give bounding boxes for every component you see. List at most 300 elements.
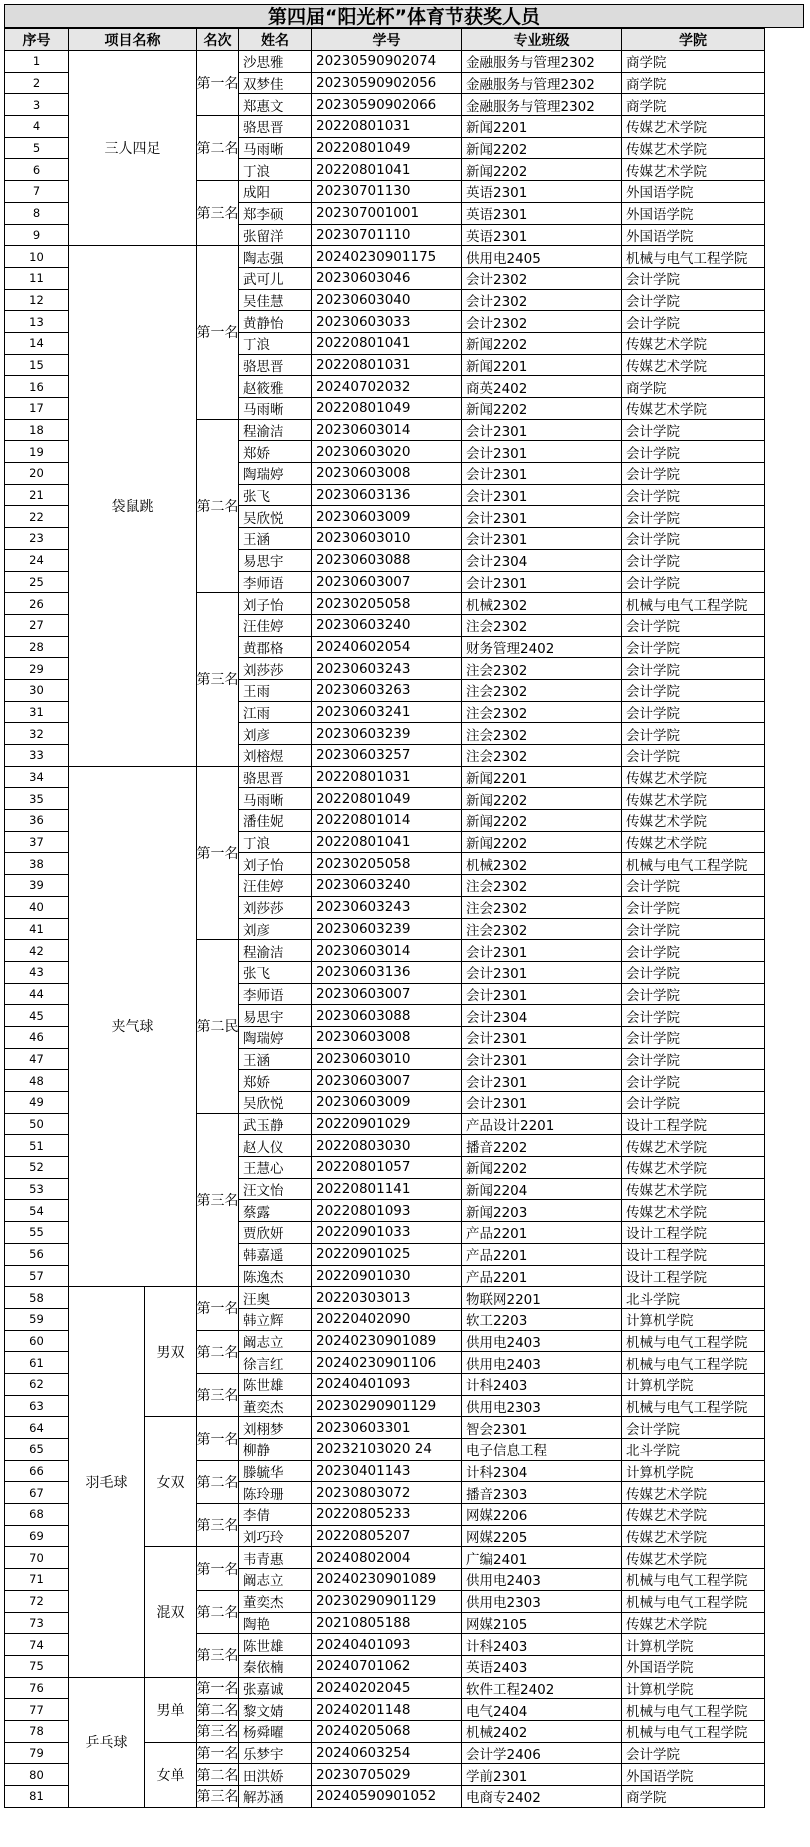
seq-cell: 78 — [5, 1721, 69, 1743]
class-cell: 会计2301 — [462, 1027, 622, 1049]
seq-cell: 22 — [5, 506, 69, 528]
college-cell: 会计学院 — [622, 723, 765, 745]
college-cell: 商学院 — [622, 51, 765, 73]
student-id-cell: 20220801041 — [312, 333, 462, 355]
name-cell: 解苏涵 — [239, 1786, 312, 1808]
name-cell: 郑娇 — [239, 1070, 312, 1092]
class-cell: 电商专2402 — [462, 1786, 622, 1808]
class-cell: 注会2302 — [462, 875, 622, 897]
rank-cell: 第三名 — [197, 1721, 239, 1743]
college-cell: 会计学院 — [622, 463, 765, 485]
header-class: 专业班级 — [462, 29, 622, 51]
student-id-cell: 20230590902056 — [312, 73, 462, 95]
rank-cell: 第一名 — [197, 767, 239, 941]
rank-cell: 第三名 — [197, 1634, 239, 1677]
class-cell: 新闻2201 — [462, 355, 622, 377]
college-cell: 会计学院 — [622, 962, 765, 984]
seq-cell: 81 — [5, 1786, 69, 1808]
seq-cell: 44 — [5, 984, 69, 1006]
college-cell: 商学院 — [622, 1786, 765, 1808]
college-cell: 计算机学院 — [622, 1309, 765, 1331]
college-cell: 传媒艺术学院 — [622, 355, 765, 377]
class-cell: 网媒2206 — [462, 1504, 622, 1526]
name-cell: 乐梦宇 — [239, 1743, 312, 1765]
student-id-cell: 20220402090 — [312, 1309, 462, 1331]
seq-cell: 64 — [5, 1417, 69, 1439]
student-id-cell: 20230603009 — [312, 1092, 462, 1114]
name-cell: 张飞 — [239, 485, 312, 507]
seq-cell: 29 — [5, 658, 69, 680]
college-cell: 会计学院 — [622, 919, 765, 941]
student-id-cell: 20230603240 — [312, 615, 462, 637]
college-cell: 传媒艺术学院 — [622, 159, 765, 181]
student-id-cell: 20220801041 — [312, 159, 462, 181]
rank-cell: 第三名 — [197, 1504, 239, 1547]
college-cell: 会计学院 — [622, 290, 765, 312]
seq-cell: 77 — [5, 1699, 69, 1721]
student-id-cell: 20230603010 — [312, 528, 462, 550]
class-cell: 会计2302 — [462, 290, 622, 312]
name-cell: 武可儿 — [239, 268, 312, 290]
student-id-cell: 20240590901052 — [312, 1786, 462, 1808]
student-id-cell: 202307001001 — [312, 203, 462, 225]
name-cell: 张留洋 — [239, 225, 312, 247]
sheet-title: 第四届“阳光杯”体育节获奖人员 — [4, 4, 804, 28]
student-id-cell: 20220901025 — [312, 1244, 462, 1266]
name-cell: 柳静 — [239, 1439, 312, 1461]
class-cell: 会计2301 — [462, 528, 622, 550]
seq-cell: 20 — [5, 463, 69, 485]
name-cell: 李倩 — [239, 1504, 312, 1526]
rank-cell: 第二名 — [197, 116, 239, 181]
name-cell: 黄静怡 — [239, 311, 312, 333]
class-cell: 计科2403 — [462, 1634, 622, 1656]
student-id-cell: 20220303013 — [312, 1287, 462, 1309]
seq-cell: 68 — [5, 1504, 69, 1526]
class-cell: 新闻2202 — [462, 1157, 622, 1179]
student-id-cell: 20230603007 — [312, 1070, 462, 1092]
header-seq: 序号 — [5, 29, 69, 51]
seq-cell: 5 — [5, 138, 69, 160]
name-cell: 韦青惠 — [239, 1547, 312, 1569]
college-cell: 会计学院 — [622, 897, 765, 919]
student-id-cell: 20240401093 — [312, 1634, 462, 1656]
college-cell: 传媒艺术学院 — [622, 138, 765, 160]
class-cell: 新闻2202 — [462, 333, 622, 355]
college-cell: 机械与电气工程学院 — [622, 1699, 765, 1721]
name-cell: 骆思晋 — [239, 116, 312, 138]
student-id-cell: 20230590902066 — [312, 94, 462, 116]
name-cell: 陈世雄 — [239, 1374, 312, 1396]
student-id-cell: 20230603243 — [312, 658, 462, 680]
student-id-cell: 20240201148 — [312, 1699, 462, 1721]
name-cell: 赵人仪 — [239, 1135, 312, 1157]
college-cell: 会计学院 — [622, 940, 765, 962]
college-cell: 会计学院 — [622, 1417, 765, 1439]
name-cell: 程渝洁 — [239, 940, 312, 962]
student-id-cell: 20230603007 — [312, 984, 462, 1006]
student-id-cell: 20230701130 — [312, 181, 462, 203]
class-cell: 金融服务与管理2302 — [462, 51, 622, 73]
name-cell: 丁浪 — [239, 333, 312, 355]
class-cell: 会计学2406 — [462, 1743, 622, 1765]
student-id-cell: 20230705029 — [312, 1764, 462, 1786]
name-cell: 刘栩梦 — [239, 1417, 312, 1439]
rank-cell: 第二名 — [197, 1331, 239, 1374]
student-id-cell: 20240205068 — [312, 1721, 462, 1743]
seq-cell: 61 — [5, 1352, 69, 1374]
student-id-cell: 20220901029 — [312, 1114, 462, 1136]
seq-cell: 38 — [5, 853, 69, 875]
class-cell: 机械2402 — [462, 1721, 622, 1743]
class-cell: 会计2301 — [462, 1092, 622, 1114]
student-id-cell: 20230290901129 — [312, 1396, 462, 1418]
name-cell: 张飞 — [239, 962, 312, 984]
name-cell: 王慧心 — [239, 1157, 312, 1179]
college-cell: 设计工程学院 — [622, 1114, 765, 1136]
student-id-cell: 20220901033 — [312, 1222, 462, 1244]
class-cell: 新闻2203 — [462, 1200, 622, 1222]
name-cell: 徐言红 — [239, 1352, 312, 1374]
name-cell: 程渝洁 — [239, 420, 312, 442]
class-cell: 机械2302 — [462, 853, 622, 875]
college-cell: 会计学院 — [622, 875, 765, 897]
name-cell: 韩嘉遥 — [239, 1244, 312, 1266]
class-cell: 供用电2303 — [462, 1396, 622, 1418]
seq-cell: 16 — [5, 376, 69, 398]
college-cell: 传媒艺术学院 — [622, 1482, 765, 1504]
class-cell: 会计2304 — [462, 550, 622, 572]
college-cell: 会计学院 — [622, 1092, 765, 1114]
college-cell: 计算机学院 — [622, 1461, 765, 1483]
college-cell: 会计学院 — [622, 311, 765, 333]
name-cell: 王涵 — [239, 1049, 312, 1071]
seq-cell: 12 — [5, 290, 69, 312]
class-cell: 物联网2201 — [462, 1287, 622, 1309]
student-id-cell: 20230603263 — [312, 680, 462, 702]
class-cell: 会计2301 — [462, 1049, 622, 1071]
student-id-cell: 20220801041 — [312, 832, 462, 854]
seq-cell: 21 — [5, 485, 69, 507]
student-id-cell: 20220801057 — [312, 1157, 462, 1179]
class-cell: 会计2301 — [462, 962, 622, 984]
college-cell: 设计工程学院 — [622, 1266, 765, 1288]
college-cell: 会计学院 — [622, 745, 765, 767]
student-id-cell: 20230401143 — [312, 1461, 462, 1483]
student-id-cell: 20230603009 — [312, 506, 462, 528]
college-cell: 传媒艺术学院 — [622, 1135, 765, 1157]
class-cell: 会计2301 — [462, 572, 622, 594]
subevent-name-cell: 女单 — [145, 1743, 197, 1808]
class-cell: 计科2304 — [462, 1461, 622, 1483]
seq-cell: 10 — [5, 246, 69, 268]
student-id-cell: 20240602054 — [312, 637, 462, 659]
class-cell: 产品2201 — [462, 1244, 622, 1266]
college-cell: 会计学院 — [622, 680, 765, 702]
name-cell: 董奕杰 — [239, 1396, 312, 1418]
name-cell: 刘莎莎 — [239, 897, 312, 919]
class-cell: 注会2302 — [462, 745, 622, 767]
college-cell: 传媒艺术学院 — [622, 832, 765, 854]
class-cell: 新闻2201 — [462, 116, 622, 138]
seq-cell: 51 — [5, 1135, 69, 1157]
seq-cell: 1 — [5, 51, 69, 73]
college-cell: 设计工程学院 — [622, 1222, 765, 1244]
name-cell: 汪佳婷 — [239, 875, 312, 897]
student-id-cell: 20230603008 — [312, 1027, 462, 1049]
student-id-cell: 20230603088 — [312, 550, 462, 572]
name-cell: 陈玲珊 — [239, 1482, 312, 1504]
class-cell: 会计2304 — [462, 1005, 622, 1027]
rank-cell: 第二名 — [197, 420, 239, 594]
college-cell: 机械与电气工程学院 — [622, 1331, 765, 1353]
class-cell: 网媒2105 — [462, 1613, 622, 1635]
student-id-cell: 20220805207 — [312, 1526, 462, 1548]
rank-cell: 第一名 — [197, 51, 239, 116]
seq-cell: 72 — [5, 1591, 69, 1613]
rank-cell: 第二名 — [197, 1764, 239, 1786]
class-cell: 供用电2403 — [462, 1352, 622, 1374]
class-cell: 会计2301 — [462, 940, 622, 962]
name-cell: 秦依楠 — [239, 1656, 312, 1678]
seq-cell: 63 — [5, 1396, 69, 1418]
class-cell: 会计2301 — [462, 420, 622, 442]
student-id-cell: 20210805188 — [312, 1613, 462, 1635]
name-cell: 郑惠文 — [239, 94, 312, 116]
class-cell: 会计2302 — [462, 268, 622, 290]
name-cell: 杨舜曜 — [239, 1721, 312, 1743]
seq-cell: 40 — [5, 897, 69, 919]
seq-cell: 70 — [5, 1547, 69, 1569]
class-cell: 英语2301 — [462, 181, 622, 203]
student-id-cell: 20240603254 — [312, 1743, 462, 1765]
seq-cell: 33 — [5, 745, 69, 767]
seq-cell: 41 — [5, 919, 69, 941]
class-cell: 软工2203 — [462, 1309, 622, 1331]
seq-cell: 17 — [5, 398, 69, 420]
college-cell: 机械与电气工程学院 — [622, 1569, 765, 1591]
student-id-cell: 20220801049 — [312, 138, 462, 160]
seq-cell: 30 — [5, 680, 69, 702]
seq-cell: 69 — [5, 1526, 69, 1548]
subevent-name-cell: 男单 — [145, 1678, 197, 1743]
college-cell: 传媒艺术学院 — [622, 1179, 765, 1201]
student-id-cell: 20230603010 — [312, 1049, 462, 1071]
class-cell: 财务管理2402 — [462, 637, 622, 659]
seq-cell: 48 — [5, 1070, 69, 1092]
college-cell: 会计学院 — [622, 658, 765, 680]
college-cell: 会计学院 — [622, 1070, 765, 1092]
name-cell: 李师语 — [239, 572, 312, 594]
college-cell: 传媒艺术学院 — [622, 1157, 765, 1179]
college-cell: 传媒艺术学院 — [622, 398, 765, 420]
class-cell: 新闻2204 — [462, 1179, 622, 1201]
college-cell: 商学院 — [622, 376, 765, 398]
name-cell: 骆思晋 — [239, 355, 312, 377]
seq-cell: 4 — [5, 116, 69, 138]
name-cell: 张嘉诚 — [239, 1678, 312, 1700]
class-cell: 广编2401 — [462, 1547, 622, 1569]
subevent-name-cell: 男双 — [145, 1287, 197, 1417]
college-cell: 会计学院 — [622, 1005, 765, 1027]
college-cell: 外国语学院 — [622, 225, 765, 247]
seq-cell: 73 — [5, 1613, 69, 1635]
college-cell: 会计学院 — [622, 702, 765, 724]
class-cell: 会计2301 — [462, 485, 622, 507]
rank-cell: 第三名 — [197, 181, 239, 246]
name-cell: 贾欣妍 — [239, 1222, 312, 1244]
class-cell: 注会2302 — [462, 658, 622, 680]
college-cell: 会计学院 — [622, 506, 765, 528]
seq-cell: 3 — [5, 94, 69, 116]
student-id-cell: 20240230901089 — [312, 1569, 462, 1591]
name-cell: 双梦佳 — [239, 73, 312, 95]
class-cell: 播音2202 — [462, 1135, 622, 1157]
seq-cell: 39 — [5, 875, 69, 897]
student-id-cell: 20230603014 — [312, 420, 462, 442]
rank-cell: 第三名 — [197, 1786, 239, 1808]
name-cell: 易思宇 — [239, 1005, 312, 1027]
rank-cell: 第二名 — [197, 1461, 239, 1504]
name-cell: 汪奥 — [239, 1287, 312, 1309]
rank-cell: 第一名 — [197, 1287, 239, 1330]
college-cell: 传媒艺术学院 — [622, 116, 765, 138]
class-cell: 产品设计2201 — [462, 1114, 622, 1136]
student-id-cell: 20230603136 — [312, 485, 462, 507]
seq-cell: 15 — [5, 355, 69, 377]
class-cell: 计科2403 — [462, 1374, 622, 1396]
seq-cell: 66 — [5, 1461, 69, 1483]
student-id-cell: 20230603241 — [312, 702, 462, 724]
class-cell: 新闻2202 — [462, 788, 622, 810]
seq-cell: 75 — [5, 1656, 69, 1678]
seq-cell: 57 — [5, 1266, 69, 1288]
seq-cell: 28 — [5, 637, 69, 659]
class-cell: 英语2301 — [462, 203, 622, 225]
name-cell: 吴欣悦 — [239, 506, 312, 528]
college-cell: 机械与电气工程学院 — [622, 1396, 765, 1418]
seq-cell: 49 — [5, 1092, 69, 1114]
rank-cell: 第三名 — [197, 593, 239, 767]
seq-cell: 43 — [5, 962, 69, 984]
class-cell: 网媒2205 — [462, 1526, 622, 1548]
seq-cell: 27 — [5, 615, 69, 637]
student-id-cell: 20240802004 — [312, 1547, 462, 1569]
name-cell: 沙思雅 — [239, 51, 312, 73]
class-cell: 商英2402 — [462, 376, 622, 398]
seq-cell: 35 — [5, 788, 69, 810]
college-cell: 机械与电气工程学院 — [622, 246, 765, 268]
award-sheet — [4, 4, 804, 1842]
name-cell: 黎文婧 — [239, 1699, 312, 1721]
event-name-cell: 三人四足 — [69, 51, 197, 246]
student-id-cell: 20230205058 — [312, 853, 462, 875]
class-cell: 注会2302 — [462, 615, 622, 637]
seq-cell: 45 — [5, 1005, 69, 1027]
class-cell: 产品2201 — [462, 1266, 622, 1288]
college-cell: 北斗学院 — [622, 1287, 765, 1309]
seq-cell: 13 — [5, 311, 69, 333]
class-cell: 新闻2202 — [462, 810, 622, 832]
name-cell: 汪文怡 — [239, 1179, 312, 1201]
college-cell: 会计学院 — [622, 420, 765, 442]
class-cell: 会计2302 — [462, 311, 622, 333]
college-cell: 传媒艺术学院 — [622, 767, 765, 789]
rank-cell: 第二名 — [197, 1591, 239, 1634]
header-rank: 名次 — [197, 29, 239, 51]
student-id-cell: 20232103020 24 — [312, 1439, 462, 1461]
rank-cell: 第一名 — [197, 1547, 239, 1590]
class-cell: 播音2303 — [462, 1482, 622, 1504]
class-cell: 产品2201 — [462, 1222, 622, 1244]
class-cell: 新闻2201 — [462, 767, 622, 789]
name-cell: 刘榕煜 — [239, 745, 312, 767]
seq-cell: 67 — [5, 1482, 69, 1504]
class-cell: 供用电2303 — [462, 1591, 622, 1613]
seq-cell: 76 — [5, 1678, 69, 1700]
student-id-cell: 20240230901106 — [312, 1352, 462, 1374]
student-id-cell: 20220801031 — [312, 355, 462, 377]
student-id-cell: 20220805233 — [312, 1504, 462, 1526]
college-cell: 会计学院 — [622, 268, 765, 290]
college-cell: 传媒艺术学院 — [622, 1504, 765, 1526]
class-cell: 会计2301 — [462, 463, 622, 485]
class-cell: 英语2403 — [462, 1656, 622, 1678]
student-id-cell: 20220801031 — [312, 116, 462, 138]
name-cell: 陶志强 — [239, 246, 312, 268]
student-id-cell: 20220801093 — [312, 1200, 462, 1222]
college-cell: 外国语学院 — [622, 1656, 765, 1678]
rank-cell: 第一名 — [197, 1743, 239, 1765]
seq-cell: 11 — [5, 268, 69, 290]
seq-cell: 36 — [5, 810, 69, 832]
class-cell: 供用电2403 — [462, 1331, 622, 1353]
name-cell: 郑娇 — [239, 441, 312, 463]
student-id-cell: 20230603239 — [312, 723, 462, 745]
college-cell: 会计学院 — [622, 615, 765, 637]
seq-cell: 37 — [5, 832, 69, 854]
seq-cell: 80 — [5, 1764, 69, 1786]
name-cell: 吴欣悦 — [239, 1092, 312, 1114]
college-cell: 外国语学院 — [622, 203, 765, 225]
class-cell: 注会2302 — [462, 680, 622, 702]
student-id-cell: 20230590902074 — [312, 51, 462, 73]
seq-cell: 55 — [5, 1222, 69, 1244]
header-name: 姓名 — [239, 29, 312, 51]
student-id-cell: 20230603014 — [312, 940, 462, 962]
college-cell: 会计学院 — [622, 572, 765, 594]
seq-cell: 52 — [5, 1157, 69, 1179]
name-cell: 丁浪 — [239, 832, 312, 854]
college-cell: 商学院 — [622, 94, 765, 116]
seq-cell: 65 — [5, 1439, 69, 1461]
name-cell: 韩立辉 — [239, 1309, 312, 1331]
seq-cell: 53 — [5, 1179, 69, 1201]
college-cell: 传媒艺术学院 — [622, 788, 765, 810]
student-id-cell: 20220801049 — [312, 788, 462, 810]
rank-cell: 第一名 — [197, 246, 239, 420]
college-cell: 机械与电气工程学院 — [622, 593, 765, 615]
rank-cell: 第一名 — [197, 1678, 239, 1700]
rank-cell: 第三名 — [197, 1374, 239, 1417]
seq-cell: 50 — [5, 1114, 69, 1136]
seq-cell: 54 — [5, 1200, 69, 1222]
student-id-cell: 20230603239 — [312, 919, 462, 941]
student-id-cell: 20240230901175 — [312, 246, 462, 268]
student-id-cell: 20230603257 — [312, 745, 462, 767]
class-cell: 软件工程2402 — [462, 1678, 622, 1700]
name-cell: 潘佳妮 — [239, 810, 312, 832]
